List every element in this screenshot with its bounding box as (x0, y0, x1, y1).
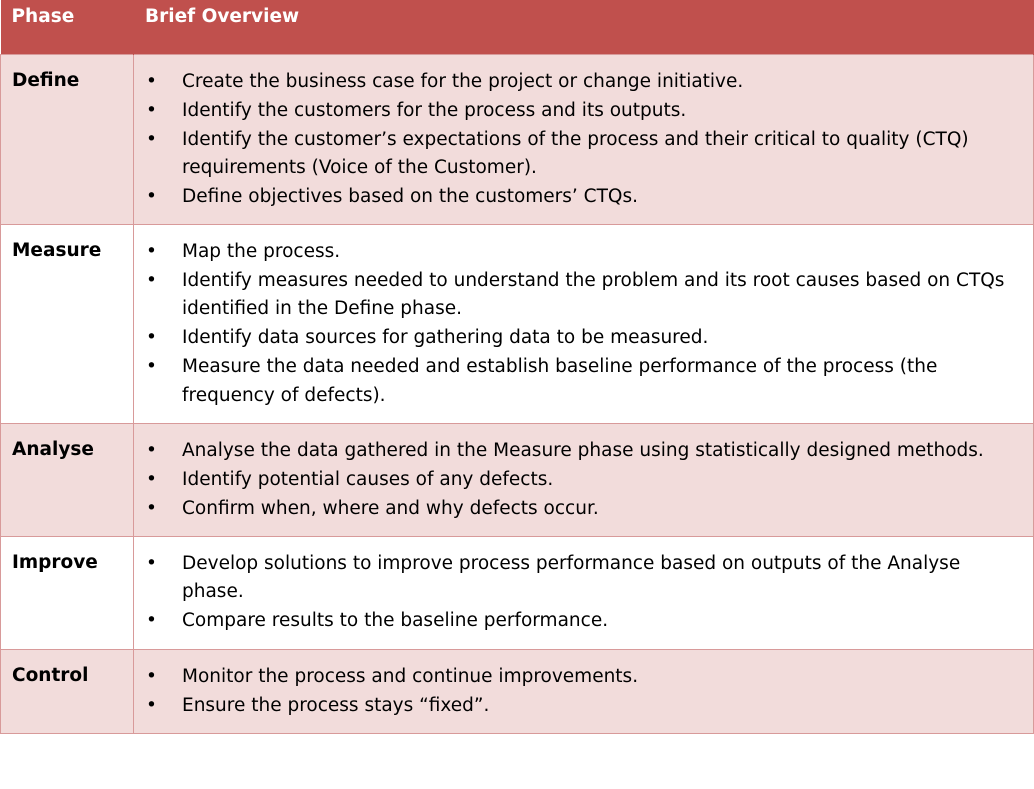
bullet-icon: • (146, 665, 157, 687)
bullet-text: Identify potential causes of any defects. (182, 468, 554, 490)
bullet-list (134, 437, 1023, 524)
list-item (134, 68, 1023, 97)
list-item (134, 238, 1023, 267)
bullet-icon: • (146, 552, 157, 574)
list-item (134, 550, 1023, 607)
bullet-text: Identify measures needed to understand the problem and its root causes based on CTQs identified in the Define phase. (182, 269, 1005, 319)
list-item (134, 607, 1023, 636)
bullet-list (134, 238, 1023, 411)
list-item (134, 437, 1023, 466)
phase-cell: Analyse (1, 423, 134, 536)
bullet-text: Identify data sources for gathering data to be measured. (182, 327, 709, 348)
phase-cell: Control (1, 649, 134, 733)
overview-cell (134, 536, 1034, 649)
list-item (134, 97, 1023, 126)
list-item (134, 692, 1023, 721)
bullet-icon: • (146, 186, 157, 207)
table-row-control (1, 649, 1034, 733)
overview-cell (134, 54, 1034, 224)
bullet-icon: • (146, 327, 157, 348)
bullet-text: Develop solutions to improve process performance based on outputs of the Analyse phase. (182, 552, 961, 602)
bullet-icon: • (146, 99, 157, 121)
bullet-text: Map the process. (182, 240, 341, 262)
bullet-icon: • (146, 269, 157, 291)
bullet-list (134, 663, 1023, 721)
list-item (134, 663, 1023, 692)
bullet-text: Identify the customer’s expectations of the process and their critical to quality (CTQ) requirements (Voice of the Customer). (182, 128, 969, 178)
bullet-text: Compare results to the baseline performance. (182, 610, 609, 631)
header-row (1, 0, 1034, 54)
bullet-text: Analyse the data gathered in the Measure phase using statistically designed methods. (182, 439, 984, 461)
overview-column-header: Brief Overview (134, 0, 1034, 54)
list-item (134, 495, 1023, 524)
overview-cell (134, 224, 1034, 423)
bullet-text: Ensure the process stays “fixed”. (182, 694, 490, 716)
list-item (134, 183, 1023, 212)
bullet-text: Monitor the process and continue improvements. (182, 665, 639, 687)
bullet-text: Confirm when, where and why defects occur. (182, 497, 599, 519)
table-row-improve (1, 536, 1034, 649)
bullet-icon: • (146, 356, 157, 377)
list-item (134, 126, 1023, 183)
bullet-icon: • (146, 240, 157, 262)
phase-column-header: Phase (1, 0, 134, 54)
bullet-list (134, 68, 1023, 212)
list-item (134, 466, 1023, 495)
overview-cell (134, 423, 1034, 536)
bullet-icon: • (146, 610, 157, 631)
table-row-define (1, 54, 1034, 224)
bullet-icon: • (146, 694, 157, 716)
bullet-text: Create the business case for the project or change initiative. (182, 70, 744, 92)
phase-cell: Improve (1, 536, 134, 649)
overview-cell (134, 649, 1034, 733)
bullet-icon: • (146, 439, 157, 461)
list-item (134, 267, 1023, 324)
bullet-icon: • (146, 497, 157, 519)
bullet-text: Measure the data needed and establish baseline performance of the process (the frequency of defects). (182, 356, 938, 406)
bullet-icon: • (146, 128, 157, 150)
list-item (134, 353, 1023, 410)
bullet-text: Define objectives based on the customers’ CTQs. (182, 186, 638, 207)
table-row-analyse (1, 423, 1034, 536)
bullet-icon: • (146, 468, 157, 490)
table-body (1, 54, 1034, 733)
table-row-measure (1, 224, 1034, 423)
bullet-icon: • (146, 70, 157, 92)
table-header (1, 0, 1034, 54)
phase-cell: Define (1, 54, 134, 224)
list-item (134, 324, 1023, 353)
bullet-text: Identify the customers for the process and its outputs. (182, 99, 687, 121)
phase-cell: Measure (1, 224, 134, 423)
bullet-list (134, 550, 1023, 636)
